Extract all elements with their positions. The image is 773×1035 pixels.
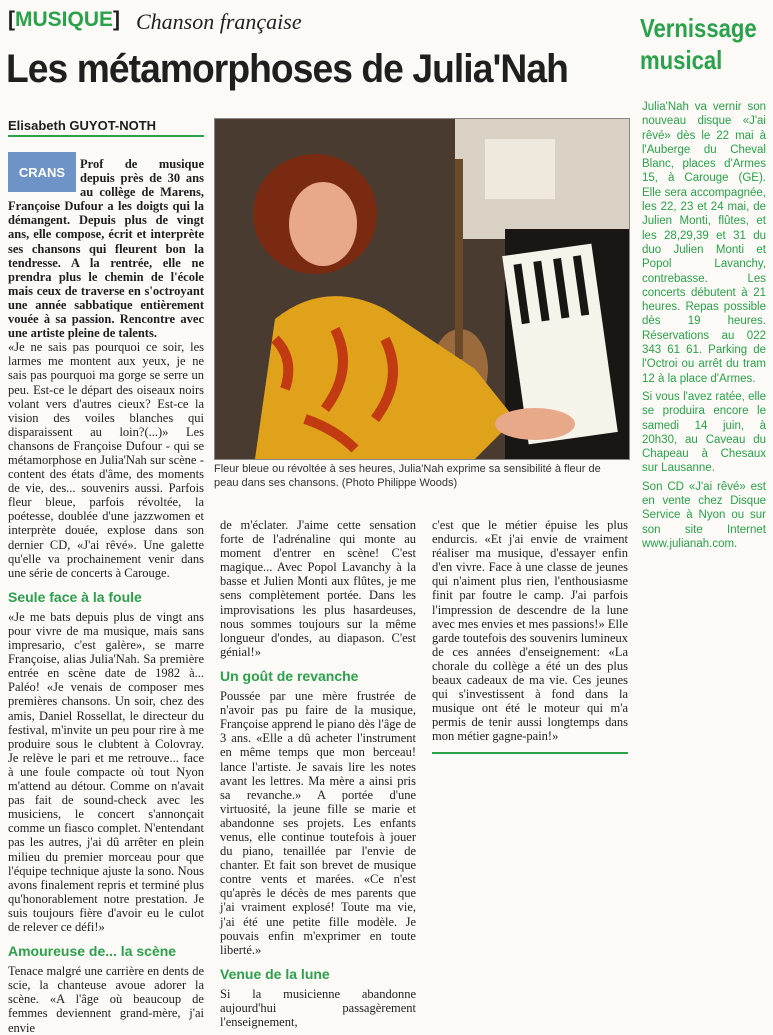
- lead-paragraph: Prof de musique depuis près de 30 ans au collège de Marens, Françoise Dufour a les doigts qui la démangent. Depuis plus de vingt ans, elle compose, écrit et interprète ses chansons qui fleurent bon la tendresse. A la rentrée, elle ne prendra plus le chemin de l'école mais ceux de traverse en s'octroyant une année sabbatique entièrement vouée à sa passion. Rencontre avec une artiste pleine de talents.: [8, 157, 204, 341]
- article-column-1: [8, 157, 204, 1035]
- tag-spacer: [8, 157, 80, 199]
- location-tag: CRANS: [8, 152, 76, 192]
- bracket-open: [: [8, 8, 15, 31]
- rubric-label: [8, 8, 120, 32]
- rubric-text: MUSIQUE: [15, 8, 114, 31]
- byline-rule: [8, 135, 204, 137]
- article-column-3: [432, 518, 628, 744]
- body-paragraph: de m'éclater. J'aime cette sensation forte de l'adrénaline qui monte au moment d'entrer en scène! C'est magique... Avec Popol Lavanchy à la basse et Julien Monti aux flûtes, je me sens complètement portée. Dans les improvisations les plus hasardeuses, nous sommes toujours sur la même longueur d'ondes, au diapason. C'est génial!»: [220, 518, 416, 659]
- sidebar-paragraph: Si vous l'avez ratée, elle se produira encore le samedi 14 juin, à 20h30, au Caveau du Chapeau à Chesaux sur Lausanne.: [642, 390, 766, 475]
- subheading-foule: Seule face à la foule: [8, 588, 142, 605]
- subheading-scene: Amoureuse de... la scène: [8, 943, 177, 960]
- subheading-revanche: Un goût de revanche: [220, 667, 359, 684]
- photo-illustration: [215, 119, 629, 459]
- byline: Elisabeth GUYOT-NOTH: [8, 118, 157, 133]
- body-paragraph: Poussée par une mère frustrée de n'avoir pas pu faire de la musique, Françoise apprend le piano dès l'âge de 3 ans. «Elle a dû acheter l'instrument en même temps que mon berceau! lance l'artiste. Je savais lire les notes avant les lettres. Ma mère a ainsi pris sa revanche.» A portée d'une virtuosité, la jeune fille se marie et abandonne ses projets. Les enfants venus, elle continue toutefois à jouer du piano, tenaillée par l'envie de chanter. Et fait son brevet de musique contre vents et marées. «Ce n'est qu'après le décès de mes parents que j'ai vraiment explosé! Toute ma vie, j'ai été une petite fille modèle. Je pouvais enfin m'exprimer en toute liberté.»: [220, 689, 416, 957]
- body-paragraph: Tenace malgré une carrière en dents de scie, la chanteuse avoue adorer la scène. «A l'âge où beaucoup de femmes deviennent grand-mère, j'ai envie: [8, 964, 204, 1035]
- body-paragraph: «Je me bats depuis plus de vingt ans pour vivre de ma musique, mais sans impresario, c'est galère», se marre Françoise, alias Julia'Nah. Sa première entrée en scène date de 1982 à... Paléo! «Je venais de composer mes premières chansons. Un soir, chez des amis, Daniel Rossellat, le directeur du festival, m'invite un peu pour rire à me produire sous le clubtent à Colovray. Je relève le pari et me retrouve... face à une foule compacte où tout Nyon m'attend au détour. Comme on n'avait pas fait de sound-check avec les musiciens, le concert s'annonçait comme un fiasco complet. N'entendant pas les autres, j'ai dû arrêter en plein milieu du premier morceau pour que l'équipe technique ajuste la sono. Nous avons finalement repris et terminé plus qu'honorablement notre prestation. Je suis toujours fière d'avoir eu le culot de relever ce défi!»: [8, 609, 204, 934]
- headline: Les métamorphoses de Julia'Nah: [6, 47, 568, 91]
- sidebar-title: Vernissage musical: [640, 13, 757, 75]
- body-paragraph: Si la musicienne abandonne aujourd'hui passagèrement l'enseignement,: [220, 986, 416, 1030]
- column-end-rule: [432, 752, 628, 754]
- article-photo: [214, 118, 630, 460]
- article-column-2: [220, 518, 416, 1029]
- body-paragraph: c'est que le métier épuise les plus endurcis. «Et j'ai envie de vraiment réaliser ma musique, d'essayer enfin d'en vivre. Face à une classe de jeunes qui n'aiment plus rien, l'enthousiasme finit par foutre le camp. J'ai parfois l'impression de descendre de la lune avec mes envies et mes passions!» Elle garde toutefois des souvenirs lumineux de ces années d'enseignement: «La chorale du collège a été un des plus beaux cadeaux de ma vie. Ces jeunes qui s'investissent à fond dans la musique ont été le moteur qui m'a permis de tenir aussi longtemps dans mon métier gagne-pain!»: [432, 518, 628, 744]
- body-paragraph: «Je ne sais pas pourquoi ce soir, les larmes me montent aux yeux, je ne sais pas pourquoi ma gorge se serre un peu. Est-ce le départ des oiseaux noirs volant vers d'autres cieux? Est-ce la vision des voiles blanches qui disparaissent au loin?(...)» Les chansons de Françoise Dufour - qui se métamorphose en Julia'Nah sur scène - content des états d'âme, des moments de vie, des... souvenirs aussi. Parfois fleur bleue, parfois révoltée, la poétesse, doublée d'une jazzwomen et interprète douée, explose dans son dernier CD, «J'ai rêvé». Une galette qu'elle va prochainement venir dans une série de concerts à Carouge.: [8, 340, 204, 580]
- subrubric: Chanson française: [136, 9, 302, 34]
- subheading-lune: Venue de la lune: [220, 965, 330, 982]
- sidebar-box: [642, 100, 766, 551]
- photo-caption: Fleur bleue ou révoltée à ses heures, Julia'Nah exprime sa sensibilité à fleur de peau dans ses chansons. (Photo Philippe Woods): [214, 463, 601, 489]
- sidebar-paragraph: Son CD «J'ai rêvé» est en vente chez Disque Service à Nyon ou sur son site Internet www.julianah.com.: [642, 480, 766, 550]
- bracket-close: ]: [113, 8, 121, 31]
- sidebar-paragraph: Julia'Nah va vernir son nouveau disque «J'ai rêvé» dès le 22 mai à l'Auberge du Cheval Blanc, places d'Armes 15, à Carouge (GE). Elle sera accompagnée, les 22, 23 et 24 mai, de Julien Monti, flûtes, et les 28,29,39 et 31 du duo Julien Monti et Popol Lavanchy, contrebasse. Les concerts débutent à 21 heures. Repas possible dès 19 heures. Réservations au 022 343 61 61. Parking de l'Octroi ou arrêt du tram 12 à la place d'Armes.: [642, 101, 766, 385]
